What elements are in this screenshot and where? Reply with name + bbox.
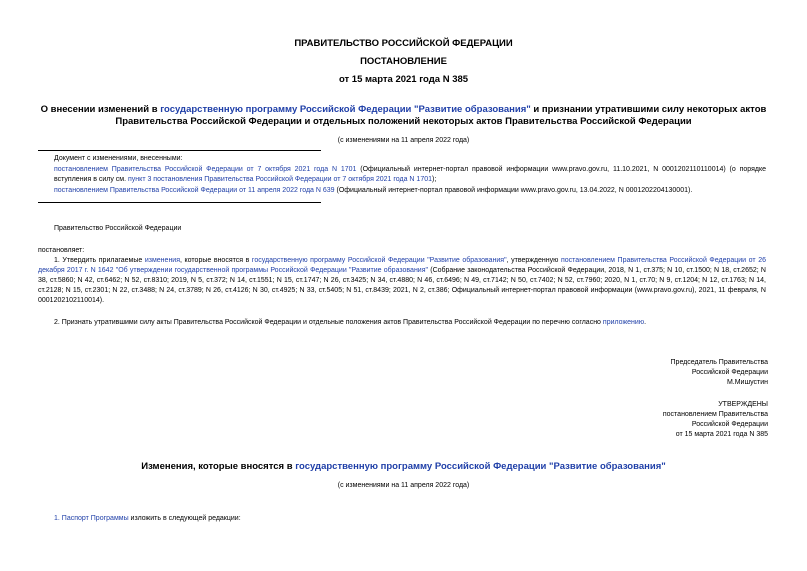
p1-text-d: (Собрание законодательства Российской Федерации, 2018, N 1, ст.375; N 10, ст.1500; N 18, ст.2652; N 38, ст.5860; N 42, ст.6462; N 52, ст.8310; 2019, N 5, ст.372; N 14, ст.1551; N 15, ст.1747; N 26, ст.3425; N 34, ст.4880; N 46, ст.6496; N 49, ст.7142; N 50, ст.7402; N 52, ст.7960; 2020, N 1, ст.70; N 9, ст.1204; N 12, ст.1763; N 14, ст.2128; N 15, ст.2301; N 22, ст.3488; N 24, ст.3789; N 26, ст.4126; N 30, ст.4925; N 33, ст.5405; N 51, ст.8439; 2021, N 2, ст.386; Официальный интернет-портал правовой информации (www.pravo.gov.ru), 2021, 11 февраля, N 0001202102110014). bbox=[38, 267, 766, 304]
amendment-link-1701-p3[interactable]: пункт 3 постановления Правительства Российской Федерации от 7 октября 2021 года N 1701 bbox=[128, 176, 432, 183]
paragraph-2 bbox=[54, 318, 766, 328]
government-name: ПРАВИТЕЛЬСТВО РОССИЙСКОЙ ФЕДЕРАЦИИ bbox=[294, 38, 513, 49]
document-date-number: от 15 марта 2021 года N 385 bbox=[338, 74, 469, 85]
p2-appendix-link[interactable]: приложению bbox=[602, 319, 645, 326]
approved-line-2: постановлением Правительства bbox=[662, 411, 768, 418]
revision-note: (с изменениями на 11 апреля 2022 года) bbox=[337, 137, 470, 144]
divider-top bbox=[38, 150, 321, 151]
title-text-start: О внесении изменений в bbox=[40, 104, 161, 115]
p1-text-a: 1. Утвердить прилагаемые bbox=[54, 257, 145, 264]
changes-title-text: Изменения, которые вносятся в bbox=[141, 461, 296, 472]
p1-text-b: , которые вносятся в bbox=[180, 257, 252, 264]
changes-title-program-link[interactable]: государственную программу Российской Федерации "Развитие образования" bbox=[295, 461, 666, 472]
program-passport-link[interactable]: 1. Паспорт Программы bbox=[54, 515, 129, 522]
amendments-block bbox=[54, 154, 766, 196]
approved-line-3: Российской Федерации bbox=[691, 421, 768, 428]
amendments-intro: Документ с изменениями, внесенными: bbox=[54, 155, 183, 162]
approved-line-1: УТВЕРЖДЕНЫ bbox=[718, 401, 768, 408]
paragraph-1 bbox=[38, 256, 766, 306]
title-line-2: Правительства Российской Федерации и отдельных положений некоторых актов Правительства Российской Федерации bbox=[115, 116, 692, 127]
signature-line-1: Председатель Правительства bbox=[670, 359, 768, 366]
p1-changes-link[interactable]: изменения bbox=[144, 257, 181, 264]
body-decrees: постановляет: bbox=[38, 247, 85, 254]
document-type: ПОСТАНОВЛЕНИЕ bbox=[360, 56, 447, 67]
title-program-link[interactable]: государственную программу Российской Федерации "Развитие образования" bbox=[160, 104, 531, 115]
document-title bbox=[0, 104, 807, 128]
amendment-link-639[interactable]: постановлением Правительства Российской Федерации от 11 апреля 2022 года N 639 bbox=[54, 187, 335, 194]
p1-decree-1642-link[interactable]: постановлением Правительства Российской Федерации от 26 декабря 2017 г. N 1642 "Об утверждении государственной программы Российской Федерации "Развитие образования" bbox=[38, 257, 766, 274]
approved-block bbox=[568, 400, 768, 440]
signature-line-2: Российской Федерации bbox=[691, 369, 768, 376]
p2-text-a: 2. Признать утратившими силу акты Правительства Российской Федерации и отдельные положения актов Правительства Российской Федерации по перечню согласно bbox=[54, 319, 603, 326]
body-government: Правительство Российской Федерации bbox=[54, 225, 182, 232]
amendment-end-1701: ); bbox=[432, 176, 437, 183]
amendment-link-1701[interactable]: постановлением Правительства Российской Федерации от 7 октября 2021 года N 1701 bbox=[54, 166, 357, 173]
signature-block bbox=[568, 358, 768, 388]
signature-name: М.Мишустин bbox=[726, 379, 768, 386]
amendment-text-639: (Официальный интернет-портал правовой информации www.pravo.gov.ru, 13.04.2022, N 0001202204130001). bbox=[334, 187, 693, 194]
p1-program-link[interactable]: государственную программу Российской Федерации "Развитие образования" bbox=[251, 257, 507, 264]
changes-item-1 bbox=[54, 514, 241, 524]
changes-item-1-text: изложить в следующей редакции: bbox=[128, 515, 241, 522]
p2-text-b: . bbox=[644, 319, 647, 326]
title-text-end: и признании утратившими силу некоторых актов bbox=[530, 104, 767, 115]
divider-bottom bbox=[38, 202, 321, 203]
approved-line-4: от 15 марта 2021 года N 385 bbox=[675, 431, 768, 438]
p1-text-c: , утвержденную bbox=[506, 257, 561, 264]
changes-revision-note: (с изменениями на 11 апреля 2022 года) bbox=[337, 482, 470, 489]
changes-title bbox=[0, 461, 807, 472]
amendment-text-1701: (Официальный интернет-портал правовой информации www.pravo.gov.ru, 11.10.2021, N 0001202110110014) (о порядке вступления в силу см. bbox=[54, 166, 766, 183]
